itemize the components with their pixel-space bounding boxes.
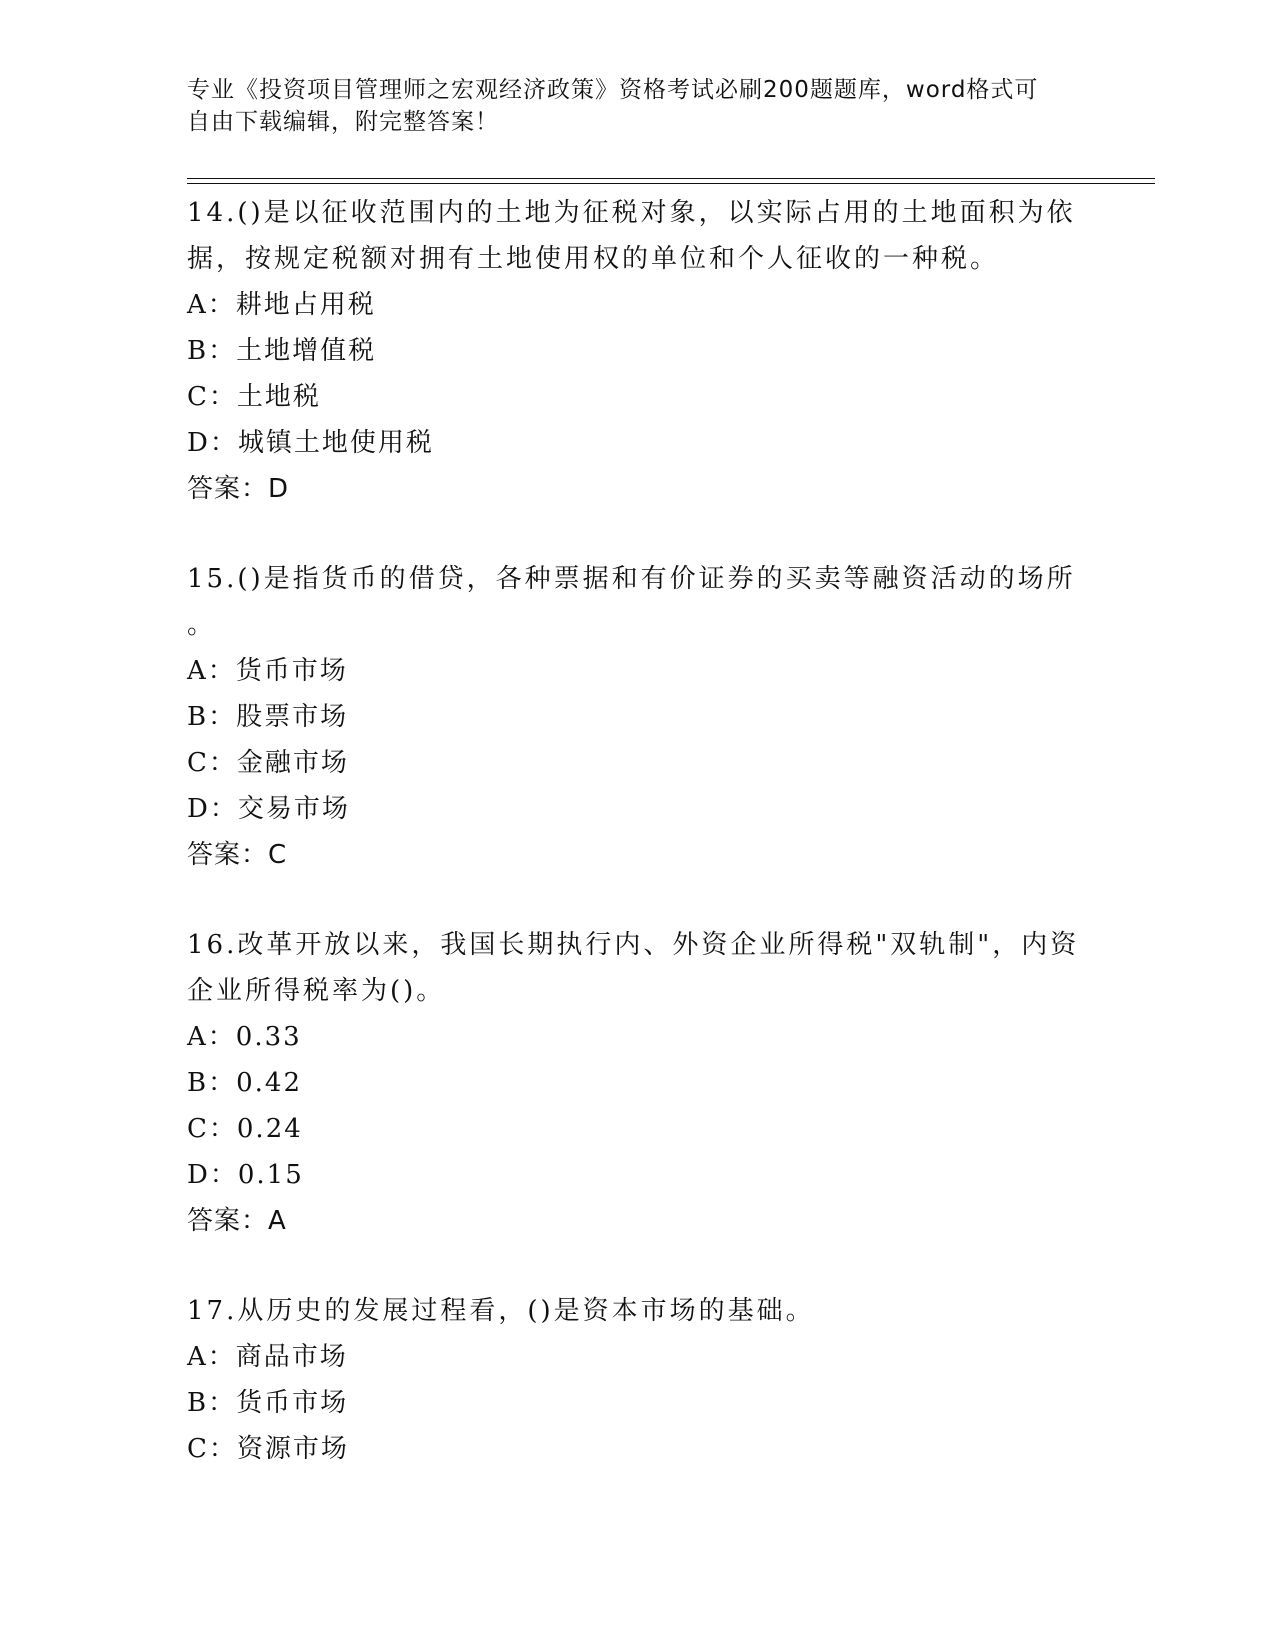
- question-stem: 。: [187, 610, 217, 640]
- option-c: C：土地税: [187, 382, 321, 412]
- question-stem: 据，按规定税额对拥有土地使用权的单位和个人征收的一种税。: [187, 244, 1000, 274]
- question-stem: 16.改革开放以来，我国长期执行内、外资企业所得税"双轨制"，内资: [187, 930, 1080, 960]
- option-c: C：金融市场: [187, 748, 349, 778]
- document-header: [187, 74, 1067, 138]
- header-line-1: 专业《投资项目管理师之宏观经济政策》资格考试必刷200题题库，word格式可: [187, 77, 1039, 103]
- question-list: [187, 190, 1087, 1472]
- spacer: [187, 1244, 1087, 1288]
- question-14: [187, 190, 1087, 512]
- header-rule-top: [187, 178, 1155, 179]
- question-stem: 14.()是以征收范围内的土地为征税对象，以实际占用的土地面积为依: [187, 198, 1076, 228]
- option-c: C：资源市场: [187, 1434, 349, 1464]
- option-d: D：城镇土地使用税: [187, 428, 434, 458]
- option-b: B：土地增值税: [187, 336, 377, 366]
- option-c: C：0.24: [187, 1114, 303, 1144]
- answer-line: 答案：C: [187, 840, 288, 870]
- spacer: [187, 878, 1087, 922]
- option-b: B：股票市场: [187, 702, 349, 732]
- option-d: D：交易市场: [187, 794, 350, 824]
- spacer: [187, 512, 1087, 556]
- question-15: [187, 556, 1087, 878]
- option-b: B：货币市场: [187, 1388, 349, 1418]
- option-a: A：0.33: [187, 1022, 302, 1052]
- header-line-2: 自由下载编辑，附完整答案！: [187, 109, 499, 135]
- option-a: A：货币市场: [187, 656, 348, 686]
- answer-line: 答案：D: [187, 474, 290, 504]
- option-b: B：0.42: [187, 1068, 302, 1098]
- question-16: [187, 922, 1087, 1244]
- question-stem: 15.()是指货币的借贷，各种票据和有价证券的买卖等融资活动的场所: [187, 564, 1076, 594]
- answer-line: 答案：A: [187, 1206, 287, 1236]
- option-a: A：商品市场: [187, 1342, 348, 1372]
- question-stem: 17.从历史的发展过程看，()是资本市场的基础。: [187, 1296, 815, 1326]
- option-d: D：0.15: [187, 1160, 304, 1190]
- question-17: [187, 1288, 1087, 1472]
- option-a: A：耕地占用税: [187, 290, 376, 320]
- question-stem: 企业所得税率为()。: [187, 976, 446, 1006]
- header-rule-bottom: [187, 183, 1155, 184]
